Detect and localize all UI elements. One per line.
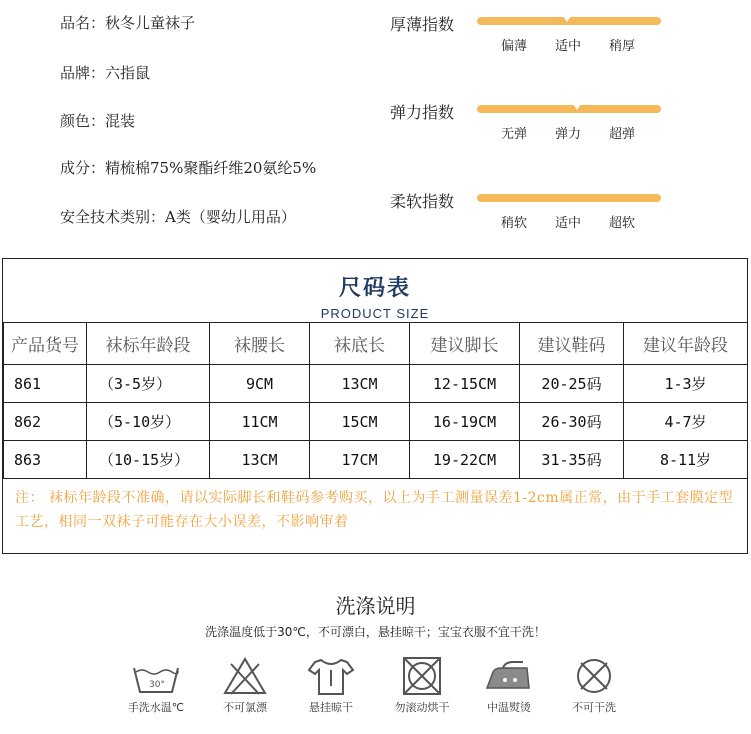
cell-cuff-length: 11CM [210,403,310,441]
size-chart-note: 注： 袜标年龄段不准确，请以实际脚长和鞋码参考购买，以上为手工测量误差1-2cm属正常，由于手工套膜定型工艺，相同一双袜子可能存在大小误差，不影响审着 [15,490,734,530]
softness-index-bar [477,194,661,202]
elasticity-label-none: 无弹 [501,127,528,142]
cell-tag-age: （10-15岁） [87,441,210,479]
header-foot-length: 建议脚长 [410,323,520,365]
size-chart-title: 尺码表 [338,276,411,301]
cell-age-range: 1-3岁 [624,365,748,403]
header-shoe-size: 建议鞋码 [520,323,624,365]
cell-age-range: 8-11岁 [624,441,748,479]
header-cuff-length: 袜腰长 [210,323,310,365]
cell-item-no: 863 [4,441,87,479]
cell-shoe-size: 20-25码 [520,365,624,403]
no-bleach-icon [219,656,271,696]
cell-item-no: 861 [4,365,87,403]
cell-sole-length: 15CM [310,403,410,441]
thickness-label-medium: 适中 [555,39,582,54]
cell-sole-length: 13CM [310,365,410,403]
care-item-no-tumble-dry [377,656,467,715]
table-row [4,365,748,403]
cell-age-range: 4-7岁 [624,403,748,441]
care-item-hang-dry [286,656,376,715]
temperature-mark: 30° [149,680,165,690]
table-row [4,441,748,479]
cell-foot-length: 16-19CM [410,403,520,441]
care-label-hang-dry: 悬挂晾干 [309,701,353,714]
care-item-hand-wash [111,656,201,715]
no-dry-clean-icon [568,656,620,696]
elasticity-index-title: 弹力指数 [390,103,455,122]
table-row [4,403,748,441]
thickness-index-title: 厚薄指数 [390,15,455,34]
cell-foot-length: 19-22CM [410,441,520,479]
size-chart [2,258,748,554]
cell-cuff-length: 13CM [210,441,310,479]
softness-label-super: 超软 [609,216,636,231]
care-item-no-bleach [200,656,290,715]
elasticity-label-super: 超弹 [609,127,636,142]
cell-sole-length: 17CM [310,441,410,479]
softness-index-title: 柔软指数 [390,192,455,211]
size-table [3,322,748,479]
care-label-medium-iron: 中温熨烫 [487,701,531,714]
header-age-range: 建议年龄段 [624,323,748,365]
care-label-no-bleach: 不可氯漂 [223,701,267,714]
hand-wash-icon [130,656,182,696]
header-item-no: 产品货号 [4,323,87,365]
cell-cuff-length: 9CM [210,365,310,403]
care-label-no-dry-clean: 不可干洗 [572,701,616,714]
header-sole-length: 袜底长 [310,323,410,365]
cell-tag-age: （3-5岁） [87,365,210,403]
product-name: 品名：秋冬儿童袜子 [60,14,196,32]
thickness-label-thin: 偏薄 [501,39,528,54]
size-table-header-row [4,323,748,365]
product-composition: 成分：精梳棉75%聚酯纤维20氨纶5% [60,159,317,177]
cell-foot-length: 12-15CM [410,365,520,403]
care-item-no-dry-clean [549,656,639,715]
product-safety-category: 安全技术类别：A类（婴幼儿用品） [60,208,296,226]
thickness-label-thick: 稍厚 [609,39,636,54]
hang-dry-icon [305,656,357,696]
thickness-index-bar [477,17,661,25]
care-item-medium-iron [464,656,554,715]
product-brand: 品牌：六指鼠 [60,64,151,82]
cell-shoe-size: 26-30码 [520,403,624,441]
medium-iron-icon [483,656,535,696]
washing-description: 洗涤温度低于30℃，不可漂白，悬挂晾干；宝宝衣服不宜干洗！ [205,625,546,639]
cell-shoe-size: 31-35码 [520,441,624,479]
no-tumble-dry-icon [396,656,448,696]
elasticity-label-elastic: 弹力 [555,127,582,142]
softness-label-slight: 稍软 [501,216,528,231]
softness-label-medium: 适中 [555,216,582,231]
washing-title: 洗涤说明 [335,594,416,618]
header-tag-age: 袜标年龄段 [87,323,210,365]
product-color: 颜色：混装 [60,112,136,130]
care-label-no-tumble-dry: 勿滚动烘干 [394,701,450,714]
elasticity-index-bar [477,105,661,113]
cell-item-no: 862 [4,403,87,441]
size-chart-subtitle: PRODUCT SIZE [320,306,430,321]
care-label-hand-wash: 手洗水温℃ [127,701,185,714]
cell-tag-age: （5-10岁） [87,403,210,441]
